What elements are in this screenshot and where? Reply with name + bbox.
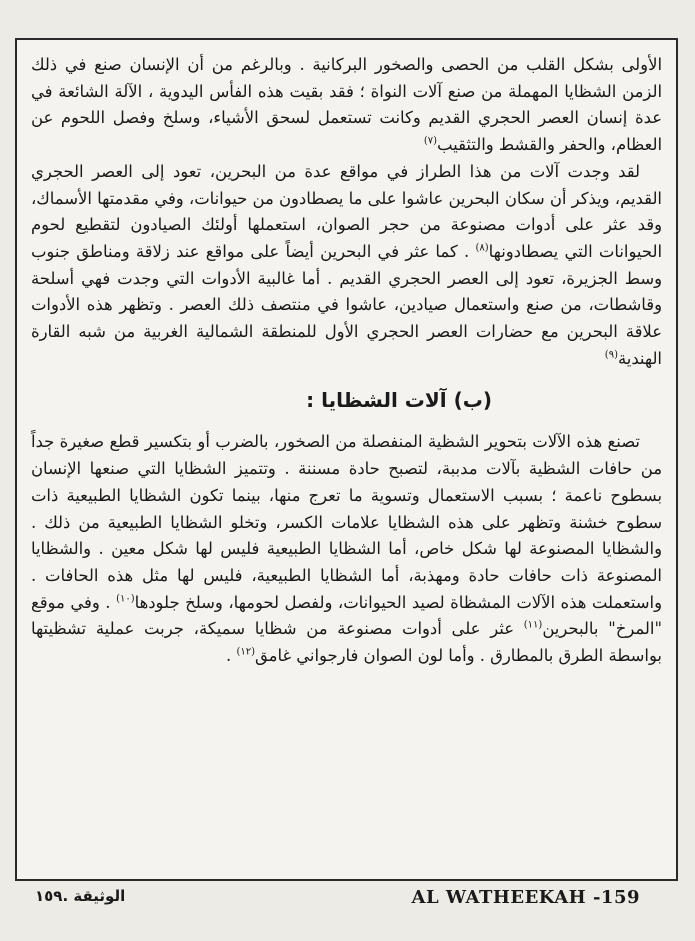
paragraph-text: الأولى بشكل القلب من الحصى والصخور البركانية . وبالرغم من أن الإنسان صنع في ذلك الزمن الشظايا المهملة من صنع آلات النواة ؛ فقد بقيت هذه الفأس اليدوية ، الآلة الشائعة في عدة إنسان العصر الحجري القديم وكانت تستعمل لسحق الأشياء، وسلخ وفصل اللحوم عن العظام، والحفر والقشط والتثقيب — [31, 55, 662, 155]
footnote-ref: (١١) — [523, 619, 543, 631]
paragraph-text: . — [226, 646, 237, 666]
footnote-ref: (٨) — [475, 242, 489, 254]
paragraph-text: . كما عثر في البحرين أيضاً على مواقع عند زلاقة ومناطق جنوب وسط الجزيرة، تعود إلى العصر الحجري القديم . أما غالبية الأدوات التي وجدت فهي أسلحة وقاشطات، من صنع واستعمال صيادين، عاشوا في منتصف ذلك العصر . وتظهر هذه الأدوات علاقة البحرين مع حضارات العصر الحجري الأول للمنطقة الشمالية الغربية من شبه القارة الهندية — [31, 241, 662, 368]
page-footer — [15, 887, 680, 911]
footnote-ref: (٧) — [423, 135, 438, 147]
page-frame — [15, 38, 678, 881]
paragraph-text: . وفي موقع "المرخ" بالبحرين — [31, 592, 662, 639]
paragraph-text: عثر على أدوات مصنوعة من شظايا سميكة، جربت عملية تشظيتها بواسطة الطرق بالمطارق . وأما لون الصوان فارجواني غامق — [31, 619, 662, 666]
footnote-ref: (٩) — [604, 349, 618, 361]
article-body — [31, 52, 662, 670]
footer-arabic-page-number: الوثيقة .١٥٩ — [35, 887, 126, 905]
footer-english-page-number: AL WATHEEKAH -159 — [411, 887, 640, 908]
footnote-ref: (١٢) — [236, 646, 255, 658]
section-heading: (ب) آلات الشظايا : — [306, 388, 492, 413]
paragraph — [31, 429, 662, 669]
paragraph-text: تصنع هذه الآلات بتحوير الشظية المنفصلة من الصخور، بالضرب أو بتكسير قطع صغيرة جداً من حافات الشظية بآلات مدببة، لتصبح حادة مسننة . وتتميز الشظايا التي صنعها الإنسان بسطوح ناعمة ؛ بسبب الاستعمال وتسوية ما تعرج منها، بينما تكون الشظايا الطبيعية ذات سطوح خشنة وتظهر على هذه الشظايا علامات الكسر، وتخلو الشظايا الطبيعية من ذلك . والشظايا المصنوعة لها شكل خاص، أما الشظايا الطبيعية فليس لها شكل معين . والشظايا المصنوعة ذات حافات حادة ومهذبة، أما الشظايا الطبيعية، فليس لها مثل هذه الحافات . واستعملت هذه الآلات المشظاة لصيد الحيوانات، ولفصل لحومها، وسلخ جلودها — [31, 432, 662, 612]
paragraph — [31, 52, 662, 159]
paragraph-text: لقد وجدت آلات من هذا الطراز في مواقع عدة من البحرين، تعود إلى العصر الحجري القديم، ويذكر أن سكان البحرين عاشوا على ما يصطادون من حيوانات، وفي مقدمتها الأسماك، وقد عثر على أدوات مصنوعة من حجر الصوان، استعملها أولئك الصيادون لتقطيع لحوم الحيوانات التي يصطادونها — [31, 161, 662, 261]
paragraph — [31, 159, 662, 373]
footnote-ref: (١٠) — [116, 593, 135, 605]
